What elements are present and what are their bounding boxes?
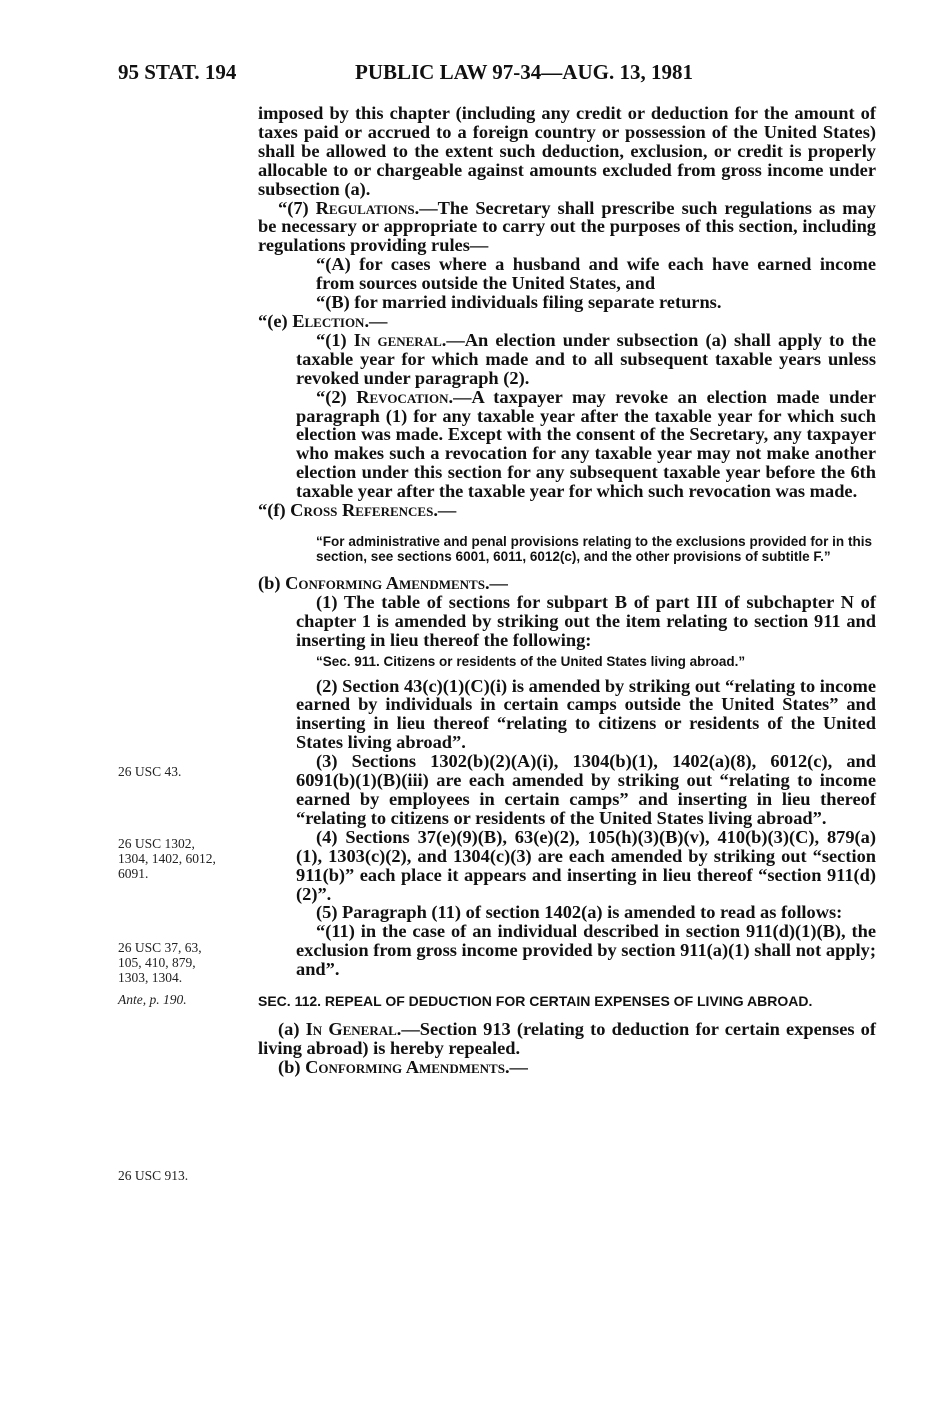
heading-election: “(e) Election.—	[258, 310, 388, 331]
paragraph-e1: “(1) In general.—An election under subsection (a) shall apply to the taxable year for which made and to all subsequent taxable years unless revoked under paragraph (2).	[296, 329, 876, 388]
margin-note-ante: Ante, p. 190.	[118, 992, 187, 1007]
page-running-title: PUBLIC LAW 97-34—AUG. 13, 1981	[355, 60, 693, 84]
page-stat-number: 95 STAT. 194	[118, 60, 237, 84]
paragraph-b4: (4) Sections 37(e)(9)(B), 63(e)(2), 105(h)(3)(B)(v), 410(b)(3)(C), 879(a)(1), 1303(c)(2), and 1304(c)(3) are each amended by striking out “section 911(b)” each place it appears and inserting in lieu thereof “section 911(d)(2)”.	[296, 826, 876, 904]
margin-note-37: 26 USC 37, 63, 105, 410, 879, 1303, 1304.	[118, 940, 202, 985]
paragraph-112a: (a) In General.—Section 913 (relating to deduction for certain expenses of living abroad) is hereby repealed.	[258, 1019, 876, 1058]
paragraph-b3: (3) Sections 1302(b)(2)(A)(i), 1304(b)(1), 1402(a)(8), 6012(c), and 6091(b)(1)(B)(iii) are each amended by striking out “relating to income earned by employees in certain camps” and inserting in lieu thereof “relating to citizens or residents of the United States living abroad”.	[296, 751, 876, 828]
statute-body	[258, 104, 876, 1077]
section-112-heading: SEC. 112. REPEAL OF DEDUCTION FOR CERTAIN EXPENSES OF LIVING ABROAD.	[258, 993, 813, 1010]
heading-conforming-amendments: (b) Conforming Amendments.—	[258, 572, 508, 593]
paragraph-b2: (2) Section 43(c)(1)(C)(i) is amended by striking out “relating to income earned by individuals in certain camps outside the United States” and inserting in lieu thereof “relating to citizens or residents of the United States living abroad”.	[296, 675, 876, 753]
margin-note-913: 26 USC 913.	[118, 1168, 189, 1183]
cross-reference-note: “For administrative and penal provisions relating to the exclusions provided for in this section, see sections 6001, 6011, 6012(c), and the other provisions of subtitle F.”	[316, 533, 872, 564]
paragraph-112b: (b) Conforming Amendments.—	[278, 1056, 528, 1077]
paragraph-regulations: “(7) Regulations.—The Secretary shall prescribe such regulations as may be necessary or appropriate to carry out the purposes of this section, including regulations providing rules—	[258, 197, 876, 256]
paragraph-continuation: imposed by this chapter (including any credit or deduction for the amount of taxes paid or accrued to a foreign country or possession of the United States) shall be allowed to the extent such deduction, exclusion, or credit is properly allocable to or chargeable against amounts excluded from gross income under subsection (a).	[258, 103, 876, 199]
margin-note-43: 26 USC 43.	[118, 764, 182, 779]
paragraph-b5: (5) Paragraph (11) of section 1402(a) is amended to read as follows:	[316, 902, 843, 923]
paragraph-e2: “(2) Revocation.—A taxpayer may revoke an election made under paragraph (1) for any taxable year after the taxable year for which such election was made. Except with the consent of the Secretary, any taxpayer who makes such a revocation for any taxable year may not make another election under this section for any subsequent taxable year before the 6th taxable year after the taxable year for which such revocation was made.	[296, 386, 876, 502]
table-of-sections-entry: “Sec. 911. Citizens or residents of the United States living abroad.”	[316, 653, 746, 669]
margin-note-1302: 26 USC 1302, 1304, 1402, 6012, 6091.	[118, 836, 216, 881]
paragraph-b5-text: “(11) in the case of an individual described in section 911(d)(1)(B), the exclusion from gross income provided by section 911(a)(1) shall not apply; and”.	[296, 921, 876, 980]
paragraph-7b: “(B) for married individuals filing separate returns.	[316, 292, 722, 313]
heading-cross-references: “(f) Cross References.—	[258, 500, 457, 521]
paragraph-7a: “(A) for cases where a husband and wife each have earned income from sources outside the United States, and	[316, 254, 876, 294]
paragraph-b1: (1) The table of sections for subpart B of part III of subchapter N of chapter 1 is amended by striking out the item relating to section 911 and inserting in lieu thereof the following:	[296, 591, 876, 650]
